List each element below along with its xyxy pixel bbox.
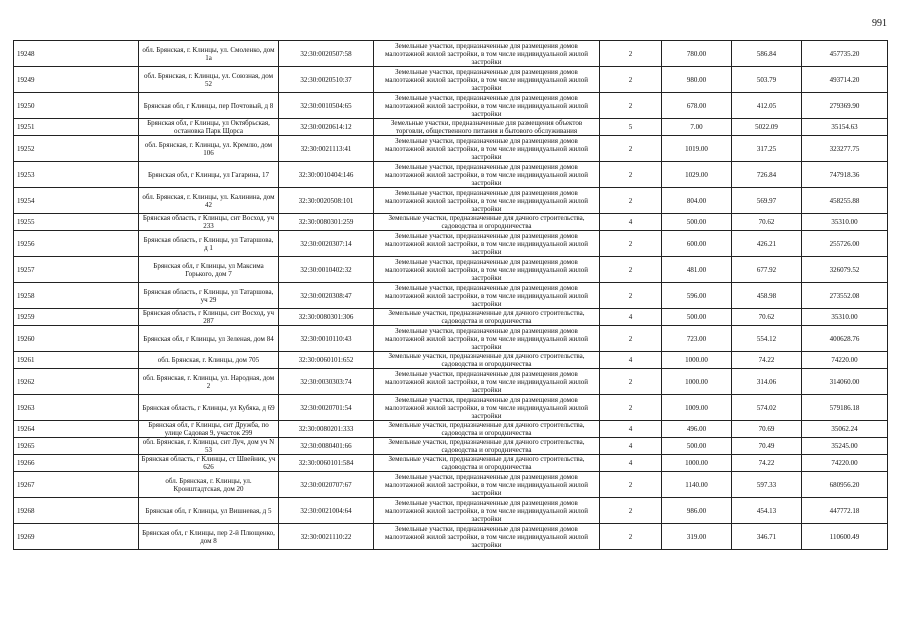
- table-row: [14, 162, 888, 188]
- address-cell: обл. Брянская, г. Клинцы, ул. Кремлю, дом 106: [139, 136, 279, 162]
- cadastral-value-cell: 74220.00: [802, 455, 888, 472]
- cadastral-value-cell: 35310.00: [802, 214, 888, 231]
- table-row: [14, 455, 888, 472]
- specific-value-cell: 70.69: [732, 421, 802, 438]
- area-cell: 804.00: [662, 188, 732, 214]
- cadastral-value-cell: 35154.63: [802, 119, 888, 136]
- row-number-cell: 19260: [14, 326, 139, 352]
- area-cell: 1000.00: [662, 455, 732, 472]
- cadastral-value-cell: 279369.90: [802, 93, 888, 119]
- table-row: [14, 231, 888, 257]
- specific-value-cell: 597.33: [732, 472, 802, 498]
- address-cell: Брянская обл, г Клинцы, пер 2-й Плющенко, дом 8: [139, 524, 279, 550]
- cadastral-value-cell: 35310.00: [802, 309, 888, 326]
- land-use-cell: Земельные участки, предназначенные для размещения домов малоэтажной жилой застройки, в том числе индивидуальной жилой застройки: [374, 162, 600, 188]
- address-cell: обл. Брянская, г. Клинцы, ул. Народная, дом 2: [139, 369, 279, 395]
- land-use-cell: Земельные участки, предназначенные для размещения домов малоэтажной жилой застройки, в том числе индивидуальной жилой застройки: [374, 231, 600, 257]
- cadastral-number-cell: 32:30:0020507:58: [279, 41, 374, 67]
- table-row: [14, 395, 888, 421]
- area-cell: 600.00: [662, 231, 732, 257]
- area-cell: 1009.00: [662, 395, 732, 421]
- cadastral-number-cell: 32:30:0010404:146: [279, 162, 374, 188]
- address-cell: обл. Брянская, г. Клинцы, снт Луч, дом уч N 53: [139, 438, 279, 455]
- area-cell: 500.00: [662, 309, 732, 326]
- specific-value-cell: 677.92: [732, 257, 802, 283]
- cadastral-number-cell: 32:30:0020510:37: [279, 67, 374, 93]
- cadastral-value-table: [13, 40, 888, 550]
- group-cell: 2: [600, 231, 662, 257]
- cadastral-number-cell: 32:30:0060101:652: [279, 352, 374, 369]
- address-cell: обл. Брянская, г. Клинцы, ул. Кронштадтская, дом 20: [139, 472, 279, 498]
- row-number-cell: 19269: [14, 524, 139, 550]
- area-cell: 7.00: [662, 119, 732, 136]
- table-row: [14, 283, 888, 309]
- table-row: [14, 421, 888, 438]
- table-row: [14, 67, 888, 93]
- area-cell: 986.00: [662, 498, 732, 524]
- cadastral-number-cell: 32:30:0080401:66: [279, 438, 374, 455]
- land-use-cell: Земельные участки, предназначенные для дачного строительства, садоводства и огородничества: [374, 421, 600, 438]
- group-cell: 2: [600, 369, 662, 395]
- land-use-cell: Земельные участки, предназначенные для размещения домов малоэтажной жилой застройки, в том числе индивидуальной жилой застройки: [374, 188, 600, 214]
- table-row: [14, 136, 888, 162]
- cadastral-value-cell: 493714.20: [802, 67, 888, 93]
- group-cell: 4: [600, 455, 662, 472]
- cadastral-number-cell: 32:30:0021004:64: [279, 498, 374, 524]
- table-row: [14, 119, 888, 136]
- cadastral-number-cell: 32:30:0020307:14: [279, 231, 374, 257]
- group-cell: 2: [600, 283, 662, 309]
- address-cell: Брянская область, г Клинцы, ул Кубяка, д 69: [139, 395, 279, 421]
- cadastral-value-cell: 447772.18: [802, 498, 888, 524]
- row-number-cell: 19253: [14, 162, 139, 188]
- cadastral-value-cell: 35245.00: [802, 438, 888, 455]
- specific-value-cell: 554.12: [732, 326, 802, 352]
- group-cell: 2: [600, 136, 662, 162]
- row-number-cell: 19251: [14, 119, 139, 136]
- cadastral-number-cell: 32:30:0010110:43: [279, 326, 374, 352]
- cadastral-number-cell: 32:30:0060101:584: [279, 455, 374, 472]
- address-cell: Брянская область, г Клинцы, снт Восход, уч 287: [139, 309, 279, 326]
- land-use-cell: Земельные участки, предназначенные для размещения домов малоэтажной жилой застройки, в том числе индивидуальной жилой застройки: [374, 136, 600, 162]
- row-number-cell: 19252: [14, 136, 139, 162]
- specific-value-cell: 412.05: [732, 93, 802, 119]
- address-cell: Брянская обл, г Клинцы, пер Почтовый, д 8: [139, 93, 279, 119]
- group-cell: 5: [600, 119, 662, 136]
- row-number-cell: 19249: [14, 67, 139, 93]
- group-cell: 2: [600, 188, 662, 214]
- row-number-cell: 19267: [14, 472, 139, 498]
- address-cell: обл. Брянская, г. Клинцы, дом 705: [139, 352, 279, 369]
- specific-value-cell: 454.13: [732, 498, 802, 524]
- specific-value-cell: 346.71: [732, 524, 802, 550]
- cadastral-number-cell: 32:30:0010504:65: [279, 93, 374, 119]
- row-number-cell: 19263: [14, 395, 139, 421]
- land-use-cell: Земельные участки, предназначенные для размещения домов малоэтажной жилой застройки, в том числе индивидуальной жилой застройки: [374, 283, 600, 309]
- cadastral-value-cell: 458255.88: [802, 188, 888, 214]
- table-row: [14, 41, 888, 67]
- row-number-cell: 19254: [14, 188, 139, 214]
- group-cell: 2: [600, 162, 662, 188]
- specific-value-cell: 314.06: [732, 369, 802, 395]
- land-use-cell: Земельные участки, предназначенные для размещения домов малоэтажной жилой застройки, в том числе индивидуальной жилой застройки: [374, 369, 600, 395]
- cadastral-number-cell: 32:30:0020508:101: [279, 188, 374, 214]
- table-row: [14, 309, 888, 326]
- specific-value-cell: 74.22: [732, 352, 802, 369]
- row-number-cell: 19255: [14, 214, 139, 231]
- address-cell: обл. Брянская, г. Клинцы, ул. Смоленко, дом 1а: [139, 41, 279, 67]
- address-cell: Брянская область, г Клинцы, ст Швейник, уч 626: [139, 455, 279, 472]
- table-row: [14, 438, 888, 455]
- table-row: [14, 524, 888, 550]
- group-cell: 2: [600, 93, 662, 119]
- cadastral-value-cell: 35062.24: [802, 421, 888, 438]
- group-cell: 2: [600, 472, 662, 498]
- table-row: [14, 93, 888, 119]
- cadastral-value-cell: 314060.00: [802, 369, 888, 395]
- specific-value-cell: 458.98: [732, 283, 802, 309]
- cadastral-value-cell: 273552.08: [802, 283, 888, 309]
- cadastral-value-cell: 747918.36: [802, 162, 888, 188]
- address-cell: Брянская обл, г Клинцы, ул Вишневая, д 5: [139, 498, 279, 524]
- land-use-cell: Земельные участки, предназначенные для размещения домов малоэтажной жилой застройки, в том числе индивидуальной жилой застройки: [374, 472, 600, 498]
- cadastral-number-cell: 32:30:0080301:259: [279, 214, 374, 231]
- group-cell: 4: [600, 421, 662, 438]
- specific-value-cell: 74.22: [732, 455, 802, 472]
- group-cell: 2: [600, 326, 662, 352]
- cadastral-number-cell: 32:30:0080201:333: [279, 421, 374, 438]
- row-number-cell: 19257: [14, 257, 139, 283]
- cadastral-number-cell: 32:30:0020614:12: [279, 119, 374, 136]
- address-cell: обл. Брянская, г. Клинцы, ул. Союзная, дом 52: [139, 67, 279, 93]
- page-number: 991: [872, 18, 887, 29]
- table-row: [14, 352, 888, 369]
- address-cell: Брянская обл, г Клинцы, ул Гагарина, 17: [139, 162, 279, 188]
- row-number-cell: 19264: [14, 421, 139, 438]
- land-use-cell: Земельные участки, предназначенные для дачного строительства, садоводства и огородничества: [374, 455, 600, 472]
- row-number-cell: 19268: [14, 498, 139, 524]
- cadastral-value-cell: 579186.18: [802, 395, 888, 421]
- land-use-cell: Земельные участки, предназначенные для размещения объектов торговли, общественного питания и бытового обслуживания: [374, 119, 600, 136]
- table-row: [14, 257, 888, 283]
- address-cell: Брянская область, г Клинцы, снт Восход, уч 233: [139, 214, 279, 231]
- address-cell: обл. Брянская, г. Клинцы, ул. Калинина, дом 42: [139, 188, 279, 214]
- area-cell: 496.00: [662, 421, 732, 438]
- row-number-cell: 19248: [14, 41, 139, 67]
- table-row: [14, 472, 888, 498]
- land-use-cell: Земельные участки, предназначенные для дачного строительства, садоводства и огородничества: [374, 214, 600, 231]
- group-cell: 2: [600, 524, 662, 550]
- land-use-cell: Земельные участки, предназначенные для размещения домов малоэтажной жилой застройки, в том числе индивидуальной жилой застройки: [374, 524, 600, 550]
- table-row: [14, 188, 888, 214]
- cadastral-value-cell: 255726.00: [802, 231, 888, 257]
- specific-value-cell: 574.02: [732, 395, 802, 421]
- row-number-cell: 19265: [14, 438, 139, 455]
- cadastral-number-cell: 32:30:0030303:74: [279, 369, 374, 395]
- land-use-cell: Земельные участки, предназначенные для размещения домов малоэтажной жилой застройки, в том числе индивидуальной жилой застройки: [374, 257, 600, 283]
- address-cell: Брянская обл, г Клинцы, ул Максима Горького, дом 7: [139, 257, 279, 283]
- group-cell: 2: [600, 498, 662, 524]
- table-row: [14, 214, 888, 231]
- row-number-cell: 19261: [14, 352, 139, 369]
- specific-value-cell: 70.49: [732, 438, 802, 455]
- group-cell: 4: [600, 214, 662, 231]
- table-body: [14, 41, 888, 550]
- specific-value-cell: 317.25: [732, 136, 802, 162]
- area-cell: 780.00: [662, 41, 732, 67]
- land-use-cell: Земельные участки, предназначенные для дачного строительства, садоводства и огородничества: [374, 352, 600, 369]
- table-row: [14, 369, 888, 395]
- land-use-cell: Земельные участки, предназначенные для размещения домов малоэтажной жилой застройки, в том числе индивидуальной жилой застройки: [374, 498, 600, 524]
- specific-value-cell: 726.84: [732, 162, 802, 188]
- group-cell: 4: [600, 438, 662, 455]
- cadastral-number-cell: 32:30:0080301:306: [279, 309, 374, 326]
- area-cell: 596.00: [662, 283, 732, 309]
- cadastral-value-cell: 400628.76: [802, 326, 888, 352]
- specific-value-cell: 70.62: [732, 309, 802, 326]
- area-cell: 1029.00: [662, 162, 732, 188]
- cadastral-number-cell: 32:30:0020701:54: [279, 395, 374, 421]
- address-cell: Брянская обл, г Клинцы, снт Дружба, по улице Садовая 9, участок 299: [139, 421, 279, 438]
- area-cell: 980.00: [662, 67, 732, 93]
- group-cell: 4: [600, 309, 662, 326]
- address-cell: Брянская обл, г Клинцы, ул Октябрьская, остановка Парк Щорса: [139, 119, 279, 136]
- row-number-cell: 19258: [14, 283, 139, 309]
- specific-value-cell: 5022.09: [732, 119, 802, 136]
- specific-value-cell: 503.79: [732, 67, 802, 93]
- row-number-cell: 19262: [14, 369, 139, 395]
- group-cell: 4: [600, 352, 662, 369]
- area-cell: 481.00: [662, 257, 732, 283]
- specific-value-cell: 426.21: [732, 231, 802, 257]
- row-number-cell: 19259: [14, 309, 139, 326]
- specific-value-cell: 70.62: [732, 214, 802, 231]
- land-use-cell: Земельные участки, предназначенные для размещения домов малоэтажной жилой застройки, в том числе индивидуальной жилой застройки: [374, 93, 600, 119]
- row-number-cell: 19250: [14, 93, 139, 119]
- land-use-cell: Земельные участки, предназначенные для размещения домов малоэтажной жилой застройки, в том числе индивидуальной жилой застройки: [374, 326, 600, 352]
- cadastral-number-cell: 32:30:0020308:47: [279, 283, 374, 309]
- cadastral-value-cell: 457735.20: [802, 41, 888, 67]
- area-cell: 678.00: [662, 93, 732, 119]
- land-use-cell: Земельные участки, предназначенные для размещения домов малоэтажной жилой застройки, в том числе индивидуальной жилой застройки: [374, 395, 600, 421]
- group-cell: 2: [600, 67, 662, 93]
- cadastral-value-cell: 326079.52: [802, 257, 888, 283]
- area-cell: 1019.00: [662, 136, 732, 162]
- specific-value-cell: 569.97: [732, 188, 802, 214]
- address-cell: Брянская область, г Клинцы, ул Татаршова, д 1: [139, 231, 279, 257]
- area-cell: 319.00: [662, 524, 732, 550]
- row-number-cell: 19266: [14, 455, 139, 472]
- specific-value-cell: 586.84: [732, 41, 802, 67]
- area-cell: 1140.00: [662, 472, 732, 498]
- cadastral-value-cell: 110600.49: [802, 524, 888, 550]
- table-row: [14, 326, 888, 352]
- group-cell: 2: [600, 257, 662, 283]
- cadastral-value-cell: 74220.00: [802, 352, 888, 369]
- area-cell: 1000.00: [662, 369, 732, 395]
- cadastral-number-cell: 32:30:0021113:41: [279, 136, 374, 162]
- area-cell: 723.00: [662, 326, 732, 352]
- table-row: [14, 498, 888, 524]
- address-cell: Брянская область, г Клинцы, ул Татаршова, уч 29: [139, 283, 279, 309]
- area-cell: 500.00: [662, 214, 732, 231]
- area-cell: 1000.00: [662, 352, 732, 369]
- row-number-cell: 19256: [14, 231, 139, 257]
- land-use-cell: Земельные участки, предназначенные для дачного строительства, садоводства и огородничества: [374, 309, 600, 326]
- land-use-cell: Земельные участки, предназначенные для размещения домов малоэтажной жилой застройки, в том числе индивидуальной жилой застройки: [374, 41, 600, 67]
- group-cell: 2: [600, 395, 662, 421]
- cadastral-number-cell: 32:30:0020707:67: [279, 472, 374, 498]
- land-use-cell: Земельные участки, предназначенные для дачного строительства, садоводства и огородничества: [374, 438, 600, 455]
- cadastral-number-cell: 32:30:0010402:32: [279, 257, 374, 283]
- cadastral-value-cell: 323277.75: [802, 136, 888, 162]
- address-cell: Брянская обл, г Клинцы, ул Зеленая, дом 84: [139, 326, 279, 352]
- cadastral-value-cell: 680956.20: [802, 472, 888, 498]
- area-cell: 500.00: [662, 438, 732, 455]
- group-cell: 2: [600, 41, 662, 67]
- land-use-cell: Земельные участки, предназначенные для размещения домов малоэтажной жилой застройки, в том числе индивидуальной жилой застройки: [374, 67, 600, 93]
- cadastral-number-cell: 32:30:0021110:22: [279, 524, 374, 550]
